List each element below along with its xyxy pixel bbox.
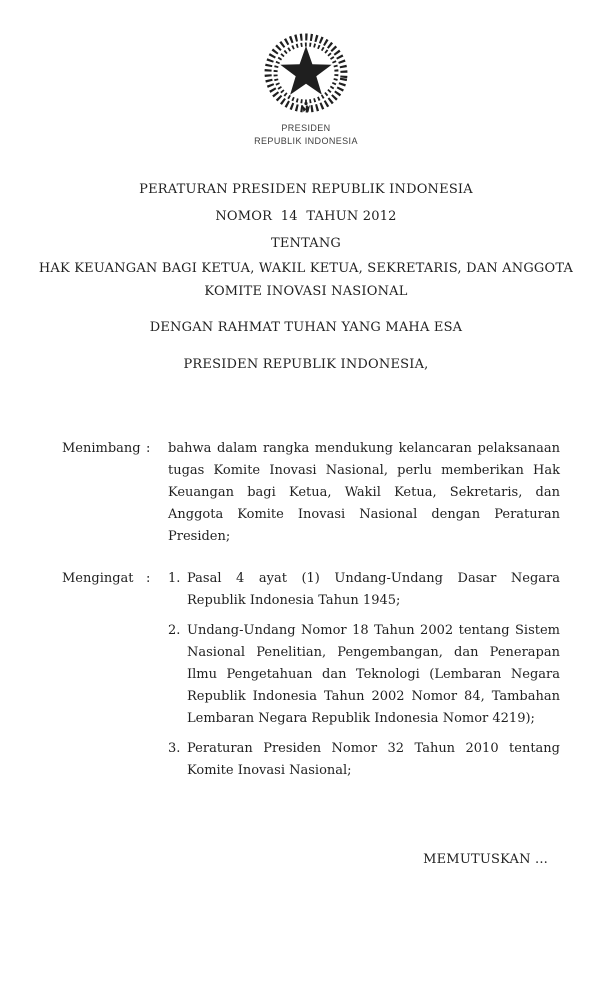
authority-line: PRESIDEN REPUBLIK INDONESIA, [183, 357, 429, 372]
considering-clause [62, 438, 560, 548]
list-item-number: 1. [168, 571, 181, 586]
legal-basis-list [168, 568, 560, 782]
remembering-label: Mengingat [62, 571, 134, 586]
list-item-text: Peraturan Presiden Nomor 32 Tahun 2010 tentang Komite Inovasi Nasional; [187, 741, 560, 778]
memutuskan-catchword: MEMUTUSKAN ... [423, 852, 548, 867]
list-item [168, 568, 560, 612]
letterhead-republik-indonesia: REPUBLIK INDONESIA [254, 136, 358, 146]
considering-label: Menimbang [62, 441, 141, 456]
tentang-label: TENTANG [270, 236, 342, 251]
list-item-text: Undang-Undang Nomor 18 Tahun 2002 tentang Sistem Nasional Penelitian, Pengembangan, dan Penerapan Ilmu Pengetahuan dan Teknologi (Lembaran Negara Republik Indonesia Tahun 2002 Nomor 84, Tambahan Lembaran Negara Republik Indonesia Nomor 4219); [187, 623, 560, 726]
letterhead-presiden: PRESIDEN [281, 123, 331, 133]
subject-title-line1: HAK KEUANGAN BAGI KETUA, WAKIL KETUA, SEKRETARIS, DAN ANGGOTA [38, 261, 574, 276]
letterhead-block [0, 33, 612, 148]
list-item [168, 620, 560, 730]
remembering-clause [62, 568, 560, 782]
subject-title-line2: KOMITE INOVASI NASIONAL [204, 284, 408, 299]
regulation-number: NOMOR 14 TAHUN 2012 [215, 209, 397, 224]
list-item-text: Pasal 4 ayat (1) Undang-Undang Dasar Negara Republik Indonesia Tahun 1945; [187, 571, 560, 608]
list-item [168, 738, 560, 782]
considering-text: bahwa dalam rangka mendukung kelancaran pelaksanaan tugas Komite Inovasi Nasional, perlu memberikan Hak Keuangan bagi Ketua, Wakil Ketua, Sekretaris, dan Anggota Komite Inovasi Nasional dengan Peraturan Presiden; [168, 441, 560, 544]
regulation-title: PERATURAN PRESIDEN REPUBLIK INDONESIA [139, 182, 473, 197]
title-block [0, 176, 612, 303]
list-item-number: 3. [168, 741, 181, 756]
remembering-colon: : [146, 571, 151, 586]
invocation-line: DENGAN RAHMAT TUHAN YANG MAHA ESA [149, 320, 463, 335]
presidential-star-wreath-emblem [260, 33, 352, 117]
list-item-number: 2. [168, 623, 181, 638]
considering-colon: : [146, 441, 151, 456]
